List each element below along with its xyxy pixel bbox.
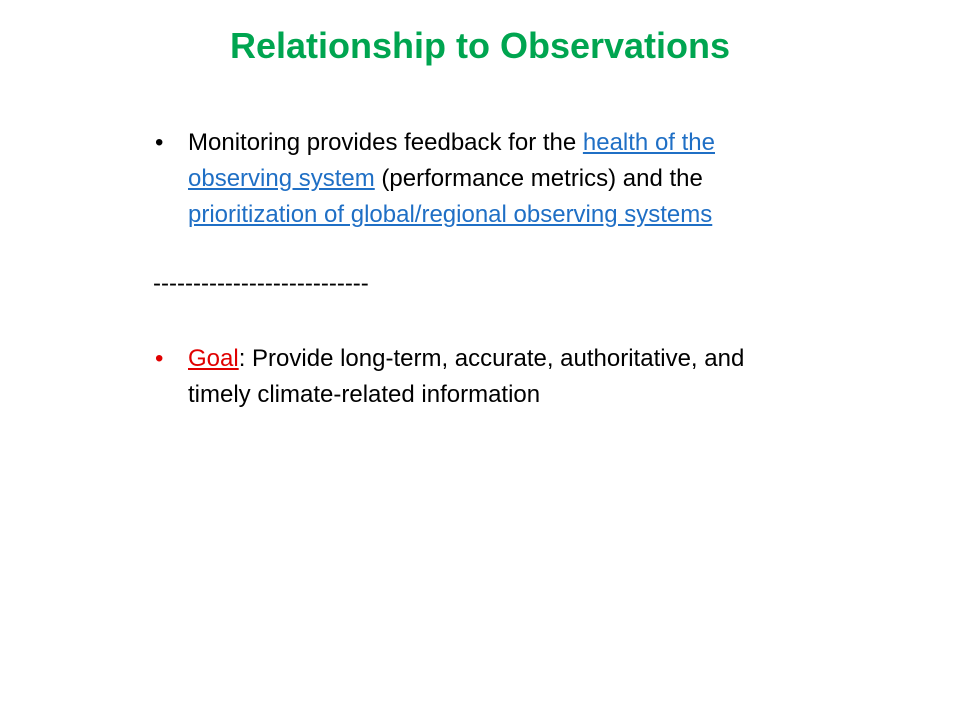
bullet-marker: • [155,345,164,372]
bullet-text [188,341,795,413]
bullet-monitoring [155,125,795,233]
health-observing-system-link[interactable]: health of the observing system [188,129,715,192]
prioritization-link[interactable]: prioritization of global/regional observing systems [188,201,713,228]
bullet-goal [155,341,795,413]
goal-link[interactable]: Goal [188,345,239,372]
bullet-marker: • [155,129,164,156]
bullet-text-lead: Monitoring provides feedback for the [188,129,583,156]
goal-description: : Provide long-term, accurate, authoritative, and timely climate-related information [188,345,745,408]
bullet-text [188,125,795,233]
separator-line: --------------------------- [153,270,369,297]
bullet-text-middle: (performance metrics) and the [374,165,703,192]
slide-title: Relationship to Observations [229,25,731,66]
